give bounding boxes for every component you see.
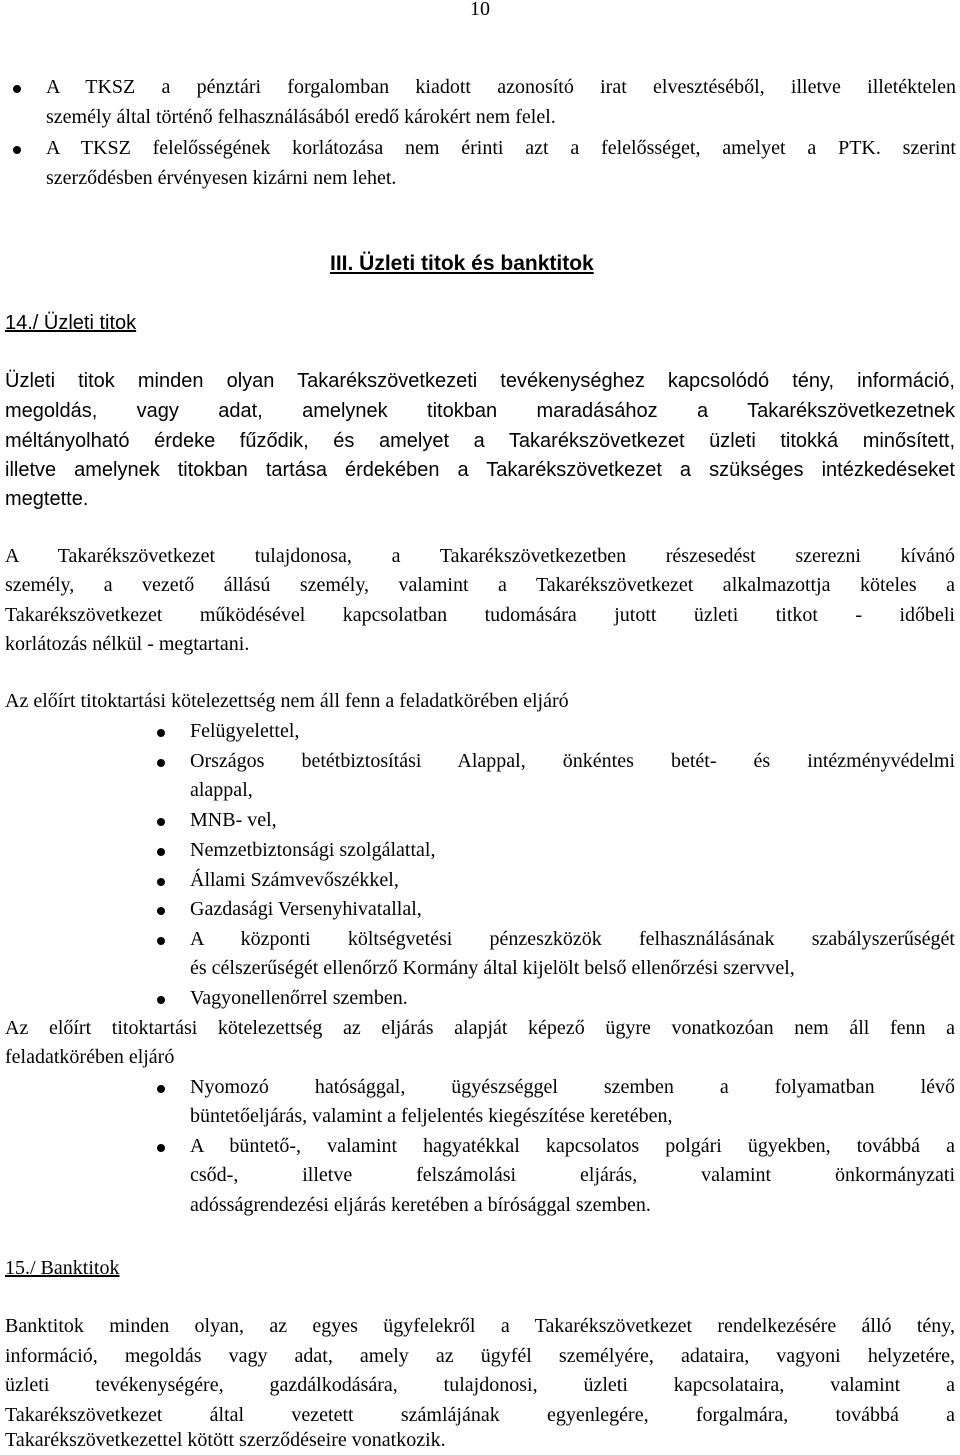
- list2-item-cont: büntetőeljárás, valamint a feljelentés kiegészítése keretében,: [190, 1105, 673, 1127]
- bullet-icon: [157, 729, 165, 737]
- para3-intro: Az előírt titoktartási kötelezettség nem áll fenn a feladatkörében eljáró: [5, 690, 569, 712]
- para1-line: Üzleti titok minden olyan Takarékszövetkezeti tevékenységhez kapcsolódó tény, információ,: [5, 370, 955, 392]
- list2-item: Nyomozó hatósággal, ügyészséggel szemben a folyamatban lévő: [190, 1076, 955, 1098]
- list1-item-cont: alappal,: [190, 779, 253, 801]
- para1-line: megtette.: [5, 488, 89, 510]
- section-heading: III. Üzleti titok és banktitok: [330, 252, 594, 275]
- bullet-icon: [157, 759, 165, 767]
- bullet-icon: [157, 848, 165, 856]
- bullet-icon: [157, 818, 165, 826]
- bullet-icon: [157, 1085, 165, 1093]
- para1-line: méltányolható érdeke fűződik, és amelyet a Takarékszövetkezet üzleti titokká minősített,: [5, 430, 955, 452]
- para5-line: üzleti tevékenységére, gazdálkodására, tulajdonosi, üzleti kapcsolataira, valamint a: [5, 1374, 955, 1396]
- list2-item-cont: csőd-, illetve felszámolási eljárás, valamint önkormányzati: [190, 1164, 955, 1186]
- para4-line: Az előírt titoktartási kötelezettség az eljárás alapját képező ügyre vonatkozóan nem áll fenn a: [5, 1017, 955, 1039]
- bullet-icon: [157, 907, 165, 915]
- bullet-icon: [157, 996, 165, 1004]
- list1-item: Gazdasági Versenyhivatallal,: [190, 898, 422, 920]
- list1-item: A központi költségvetési pénzeszközök felhasználásának szabályszerűségét: [190, 928, 955, 950]
- para1-line: megoldás, vagy adat, amelynek titokban maradásához a Takarékszövetkezetnek: [5, 400, 955, 422]
- list2-item-cont: adósságrendezési eljárás keretében a bírósággal szemben.: [190, 1194, 651, 1216]
- para2-line: A Takarékszövetkezet tulajdonosa, a Takarékszövetkezetben részesedést szerezni kívánó: [5, 545, 955, 567]
- list1-item: Országos betétbiztosítási Alappal, önkéntes betét- és intézményvédelmi: [190, 750, 955, 772]
- list2-item: A büntető-, valamint hagyatékkal kapcsolatos polgári ügyekben, továbbá a: [190, 1135, 955, 1157]
- bullet-text-line: A TKSZ a pénztári forgalomban kiadott azonosító irat elvesztéséből, illetve illetéktelen: [46, 76, 956, 98]
- list1-item: Vagyonellenőrrel szemben.: [190, 987, 408, 1009]
- para5-line: Banktitok minden olyan, az egyes ügyfelekről a Takarékszövetkezet rendelkezésére álló tény,: [5, 1315, 955, 1337]
- bullet-icon: [157, 937, 165, 945]
- bullet-icon: [13, 146, 21, 154]
- list1-item: MNB- vel,: [190, 809, 277, 831]
- bullet-icon: [13, 85, 21, 93]
- page-number: 10: [470, 0, 490, 20]
- para2-line: korlátozás nélkül - megtartani.: [5, 633, 250, 655]
- para5-line: Takarékszövetkezettel kötött szerződéseire vonatkozik.: [5, 1429, 446, 1451]
- para2-line: Takarékszövetkezet működésével kapcsolatban tudomására jutott üzleti titkot - időbeli: [5, 604, 955, 626]
- bullet-text-line: A TKSZ felelősségének korlátozása nem érinti azt a felelősséget, amelyet a PTK. szerint: [46, 137, 956, 159]
- bullet-text-line: szerződésben érvényesen kizárni nem lehet.: [46, 167, 397, 189]
- para1-line: illetve amelynek titokban tartása érdekében a Takarékszövetkezet a szükséges intézkedéseket: [5, 459, 955, 481]
- heading-14: [5, 308, 136, 338]
- list1-item-cont: és célszerűségét ellenőrző Kormány által kijelölt belső ellenőrzési szervvel,: [190, 957, 795, 979]
- bullet-icon: [157, 1144, 165, 1152]
- heading-15-text: 15./ Banktitok: [5, 1257, 120, 1279]
- heading-15: [5, 1253, 119, 1283]
- list1-item: Felügyelettel,: [190, 720, 300, 742]
- para5-line: Takarékszövetkezet által vezetett számlájának egyenlegére, forgalmára, továbbá a: [5, 1404, 955, 1426]
- para5-line: információ, megoldás vagy adat, amely az ügyfél személyére, adataira, vagyoni helyzetére,: [5, 1345, 955, 1367]
- heading-14-text: 14./ Üzleti titok: [5, 312, 137, 334]
- para4-line: feladatkörében eljáró: [5, 1046, 175, 1068]
- list1-item: Nemzetbiztonsági szolgálattal,: [190, 839, 436, 861]
- bullet-icon: [157, 878, 165, 886]
- list1-item: Állami Számvevőszékkel,: [190, 869, 399, 891]
- para2-line: személy, a vezető állású személy, valamint a Takarékszövetkezet alkalmazottja köteles a: [5, 574, 955, 596]
- bullet-text-line: személy által történő felhasználásából eredő károkért nem felel.: [46, 106, 556, 128]
